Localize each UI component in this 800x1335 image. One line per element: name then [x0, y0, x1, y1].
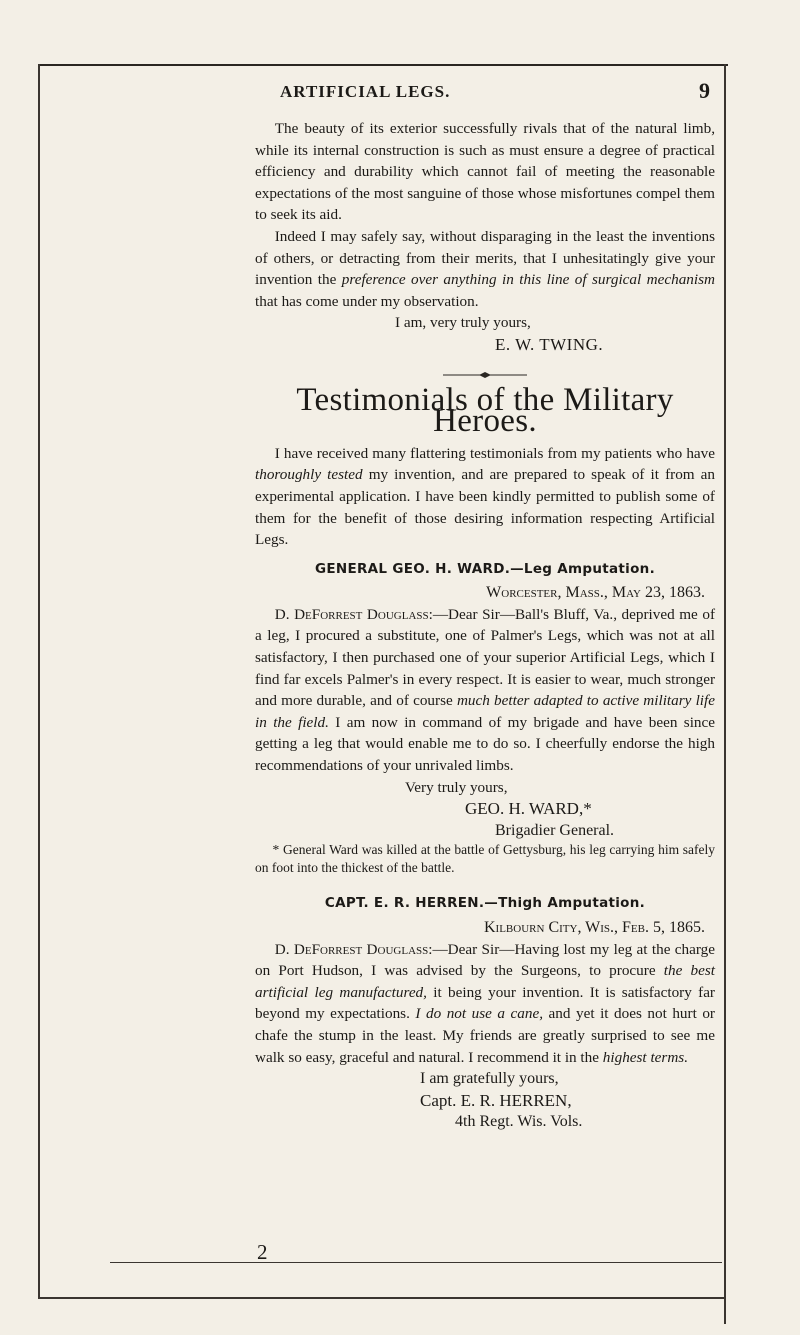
letter1-closing: I am, very truly yours,: [395, 314, 531, 332]
letter3-signature: Capt. E. R. HERREN,: [420, 1090, 572, 1110]
footnote: * General Ward was killed at the battle of Gettysburg, his leg carrying him safely on foot into the thickest of the battle.: [255, 842, 715, 876]
page-border-top: [38, 64, 728, 66]
page-border-right: [724, 64, 726, 1324]
printer-signature-mark: 2: [257, 1240, 268, 1264]
letter1-paragraph-2: Indeed I may safely say, without disparaging in the least the inventions of others, or detracting from their merits, that I unhesitatingly give your invention the preference over anything in this line of surgical mechanism that has come under my observation.: [255, 227, 715, 310]
page-header: [240, 78, 720, 110]
letter2-body: D. DeForrest Douglass:—Dear Sir—Ball's Bluff, Va., deprived me of a leg, I procured a substitute, one of Palmer's Legs, which was not at all satisfactory, I then purchased one of your superior Artificial Legs, which I find far excels Palmer's in every respect. It is easier to wear, much stronger and more durable, and of course much better adapted to active military life in the field. I am now in command of my brigade and have been since getting a leg that would enable me to do so. I cheerfully endorse the high recommendations of your unrivaled limbs.: [255, 605, 716, 775]
letter3-signer-title: 4th Regt. Wis. Vols.: [455, 1113, 583, 1131]
letter1-paragraph-1: The beauty of its exterior successfully rivals that of the natural limb, while its internal construction is such as must ensure a degree of practical efficiency and durability which cannot fail of meeting the reasonable expectations of the most sanguine of those whose misfortunes compel them to seek its aid.: [255, 120, 715, 224]
section-title: Testimonials of the Military Heroes.: [296, 381, 674, 440]
letter3-closing: I am gratefully yours,: [420, 1070, 559, 1088]
letter2-heading: GENERAL GEO. H. WARD.—Leg Amputation.: [314, 560, 656, 577]
page-number: 9: [699, 78, 710, 103]
letter2-closing: Very truly yours,: [405, 778, 508, 796]
letter3-dateline: Kilbourn City, Wis., Feb. 5, 1865.: [484, 919, 705, 936]
footer-rule: [110, 1262, 722, 1263]
letter3-heading: CAPT. E. R. HERREN.—Thigh Amputation.: [324, 895, 646, 912]
letter2-signature: GEO. H. WARD,*: [465, 799, 592, 819]
letter1-signature: E. W. TWING.: [495, 334, 604, 354]
page-border-bottom: [38, 1297, 726, 1299]
page-content: [255, 118, 715, 1133]
ornamental-divider: [443, 370, 527, 380]
section-intro: I have received many flattering testimonials from my patients who have thoroughly tested my invention, and are prepared to speak of it from an experimental application. I have been kindly permitted to publish some of them for the benefit of those desiring information respecting Artificial Legs.: [255, 444, 716, 549]
letter2-signer-title: Brigadier General.: [495, 821, 615, 839]
running-head: ARTIFICIAL LEGS.: [280, 82, 451, 101]
letter3-body: D. DeForrest Douglass:—Dear Sir—Having lost my leg at the charge on Port Hudson, I was advised by the Surgeons, to procure the best artificial leg manufactured, it being your invention. It is satisfactory far beyond my expectations. I do not use a cane, and yet it does not hurt or chafe the stump in the least. My friends are greatly surprised to see me walk so easy, graceful and natural. I recommend it in the highest terms.: [255, 940, 715, 1066]
page-border-left: [38, 64, 40, 1299]
letter2-dateline: Worcester, Mass., May 23, 1863.: [486, 584, 705, 602]
